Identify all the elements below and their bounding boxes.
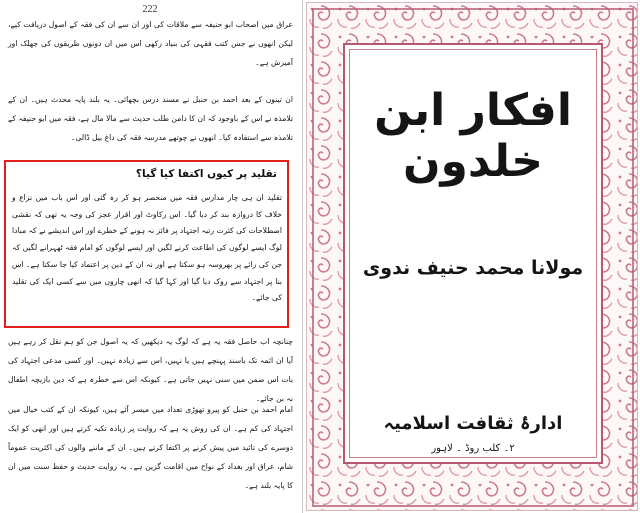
paragraph-taqlid-result: چنانچہ اب حاصل فقہ یہ ہے کہ لوگ یہ دیکھیں کہ یہ اصول جن کو ہم نقل کر رہے ہیں آیا ان ائمہ تک باسند پہنچے ہیں یا نہیں، اس سے زیادہ نہیں۔ اور کسی مدعی اجتہاد کی بات اس ضمن میں سنی نہیں جاتی ہے۔ کیونکہ اس سے خطرہ ہے کہ دین بازیچہ اطفال نہ بن جائے۔ — [8, 337, 293, 403]
paragraph-ahmad-bin-hanbal: ان تینوں کے بعد احمد بن حنبل نے مسند درس بچھائی۔ یہ بلند پایہ محدث ہیں۔ ان کے تلامذہ نے اس کے باوجود کہ ان کا دامن طلب حدیث سے مالا مال ہے، فقہ میں ابو حنیفہ کے تلامذہ سے استفادہ کیا۔ انھوں نے چوتھے مدرسہ فقہ کی داغ بیل ڈالی۔ — [7, 95, 293, 142]
book-page-left — [0, 0, 300, 513]
paragraph-iraq-scholars: عراق میں اصحاب ابو حنیفہ سے ملاقات کی اور ان سے ان کی فقہ کے اصول دریافت کیے، لیکن انھوں نے جس کتب فقہی کی بنیاد رکھی اس میں ان دونوں طریقوں کی جھلک اور آمیزش ہے۔ — [8, 20, 293, 67]
section-body: تقلید ان ہی چار مدارس فقہ میں منحصر ہو کر رہ گئی اور اس باب میں نزاع و خلاف کا دروازہ بند کر دیا گیا۔ اس رکاوٹ اور اقرار عجز کی وجہ یہ تھی کہ نقشی اصطلاحات کی کثرت رتبہ اجتہاد پر فائز نہ ہونے کے خطرے اور اس اندیشے نے کہ مبادا لوگ ایسے لوگوں کی اطاعت کرنے لگیں اور ایسے لوگوں کو امام فقہ ٹھہرانے لگیں کہ جن کی رائے پر بھروسہ ہو سکتا ہے اور نہ ان کے دین پر اعتماد کیا جا سکتا ہے۔ اس بنا پر اجتہاد سے روک دیا گیا اور کہا گیا کہ انھی چاروں میں سے کسی ایک کی تقلید کی جائے۔ — [12, 193, 282, 303]
book-title: افکار ابن خلدون — [374, 85, 572, 187]
paragraph-hanbali-followers: امام احمد بن حنبل کو پیرو تھوڑی تعداد میں میسر آئے ہیں، کیونکہ ان کے کتب خیال میں اجتہاد کی کم ہے۔ ان کی روش یہ ہے کہ روایت پر زیادہ تکیہ کرتے ہیں اور انھی کو ایک دوسرے کی تائید میں پیش کرنے پر اکتفا کرتے ہیں۔ ان کے ماننے والوں کی اکثریت عموماً شام، عراق اور بغداد کے نواح میں اقامت گزین ہے۔ یہ روایت حدیث و حفظ سنت میں ان کا پایہ بلند ہے۔ — [8, 405, 293, 490]
highlighted-section — [4, 160, 289, 328]
book-cover — [306, 2, 638, 511]
publisher-address: ۲۔ کلب روڈ ۔ لاہور — [431, 443, 515, 454]
section-heading: تقلید پر کیوں اکتفا کیا گیا؟ — [135, 168, 277, 180]
spread-divider — [302, 0, 303, 513]
book-author: مولانا محمد حنیف ندوی — [362, 257, 584, 279]
page-number: 222 — [142, 4, 158, 15]
publisher-name: ادارۂ ثقافت اسلامیہ — [383, 413, 563, 434]
